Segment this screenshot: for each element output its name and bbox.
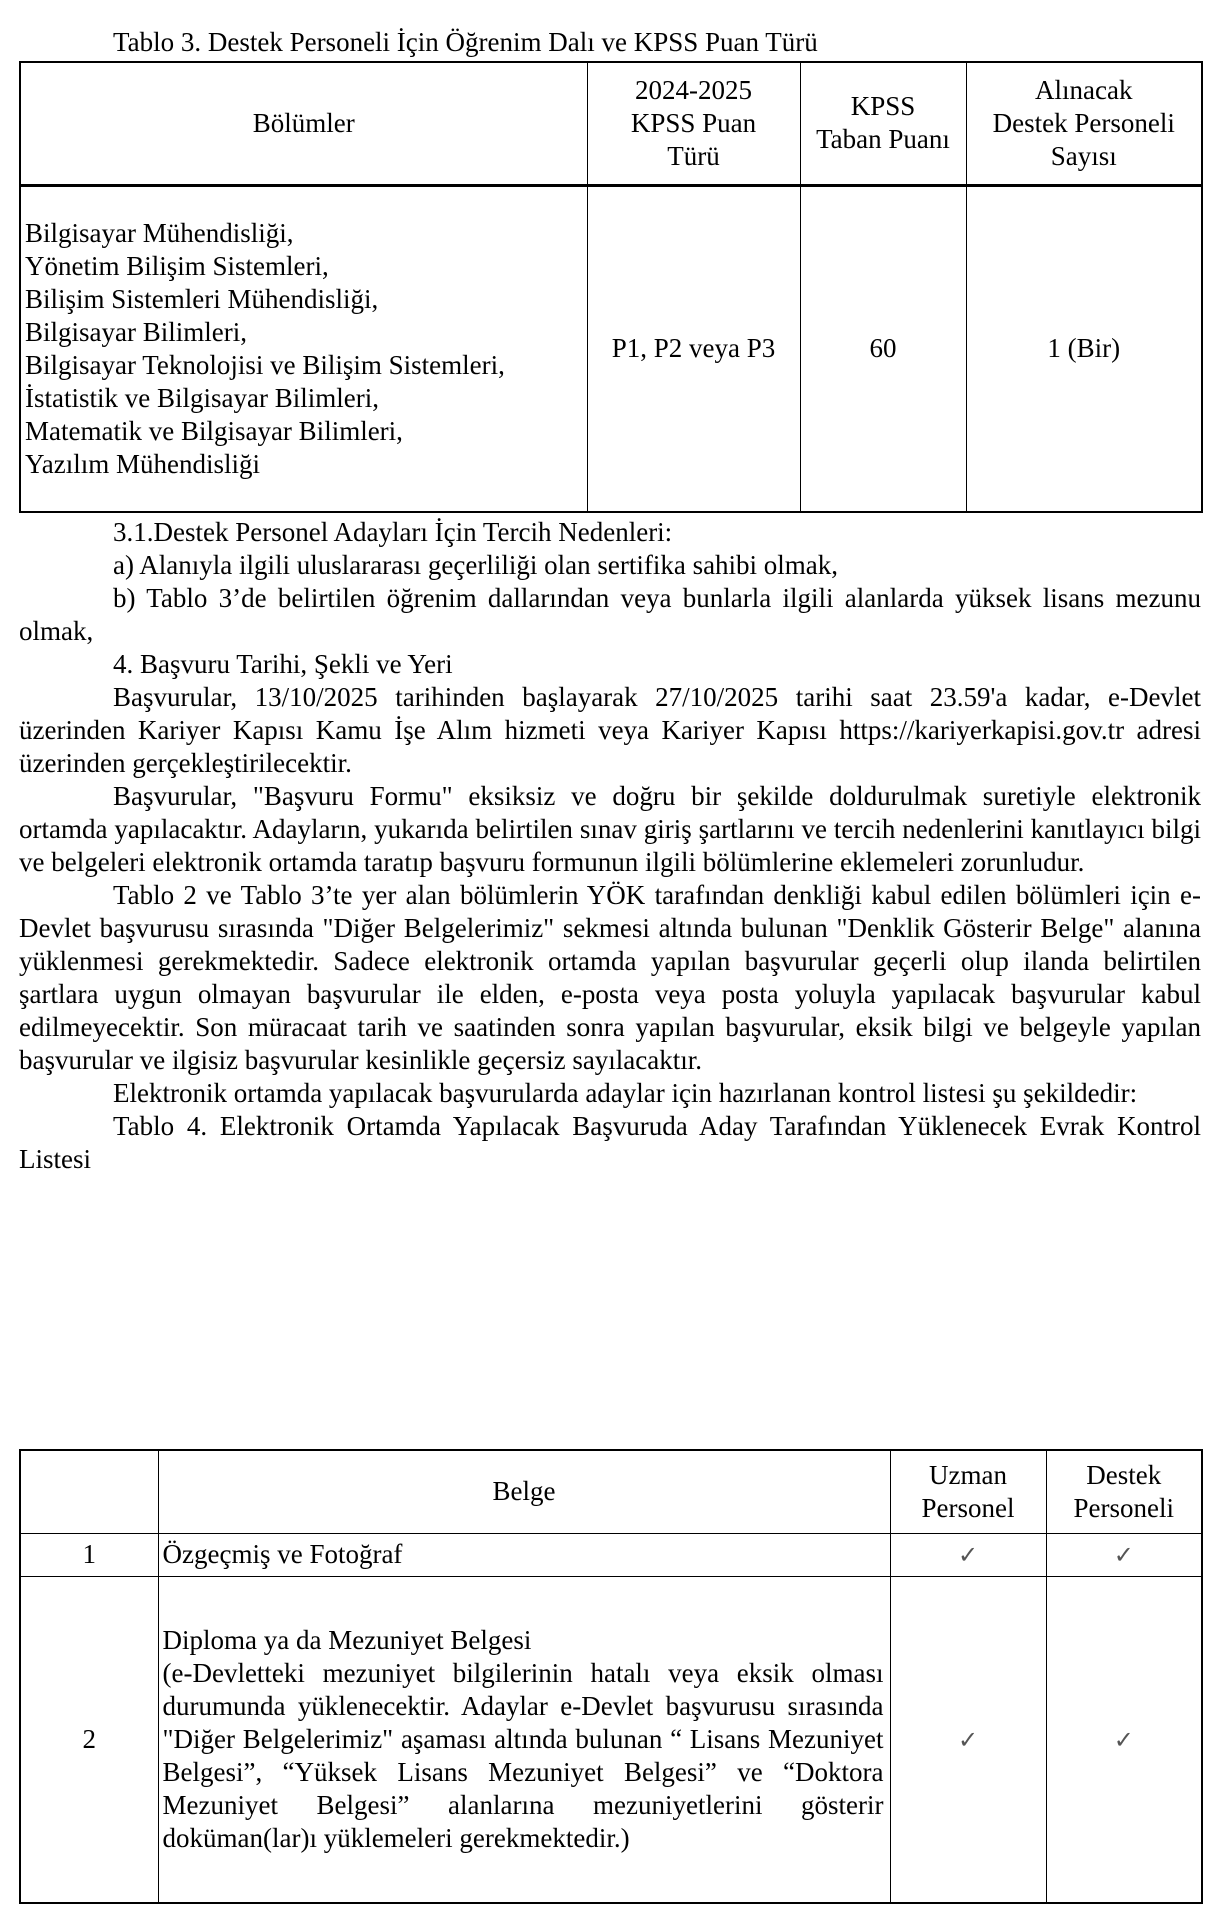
- table3-caption: Tablo 3. Destek Personeli İçin Öğrenim Dalı ve KPSS Puan Türü: [113, 27, 818, 57]
- department-item: Bilgisayar Bilimleri,: [25, 316, 247, 347]
- paragraph-equivalence: Tablo 2 ve Tablo 3’te yer alan bölümlerin YÖK tarafından denkliği kabul edilen bölümleri için e-Devlet başvurusu sırasında "Diğer Belgelerimiz" sekmesi altında bulunan "Denklik Gösterir Belge" alanına yüklenmesi gerekmektedir. Sadece elektronik ortamda yapılan başvurular geçerli olup ilanda belirtilen şartlara uygun olmayan başvurular ile elden, e-posta veya posta yoluyla yapılacak başvurular kabul edilmeyecektir. Son müracaat tarih ve saatinden sonra yapılan başvurular, eksik bilgi ve belgeyle yapılan başvurular ve ilgisiz başvurular kesinlikle geçersiz sayılacaktır.: [19, 880, 1201, 1075]
- table4-document-checklist: [19, 1449, 1203, 1904]
- checkmark-icon: ✓: [957, 1725, 979, 1754]
- table4-caption: Tablo 4. Elektronik Ortamda Yapılacak Başvuruda Aday Tarafından Yüklenecek Evrak Kontrol Listesi: [19, 1111, 1201, 1174]
- department-item: Matematik ve Bilgisayar Bilimleri,: [25, 415, 403, 446]
- expert-check-cell: [890, 1576, 1046, 1903]
- department-item: Bilişim Sistemleri Mühendisliği,: [25, 283, 379, 314]
- departments-cell: [20, 185, 587, 512]
- department-item: Yönetim Bilişim Sistemleri,: [25, 250, 329, 281]
- department-item: Yazılım Mühendisliği: [25, 448, 261, 479]
- expert-check-cell: [890, 1533, 1046, 1576]
- section-3-1-title: 3.1.Destek Personel Adayları İçin Tercih Nedenleri:: [113, 517, 673, 547]
- table3-header-row: [20, 62, 1202, 185]
- table-row: [20, 1533, 1202, 1576]
- paragraph-application-dates: Başvurular, 13/10/2025 tarihinden başlayarak 27/10/2025 tarihi saat 23.59'a kadar, e-Devlet üzerinden Kariyer Kapısı Kamu İşe Alım hizmeti veya Kariyer Kapısı https://kariyerkapisi.gov.tr adresi üzerinden gerçekleştirilecektir.: [19, 682, 1201, 778]
- header-expert-staff: Uzman Personel: [890, 1450, 1046, 1533]
- preference-item-a: a) Alanıyla ilgili uluslararası geçerliliği olan sertifika sahibi olmak,: [113, 550, 839, 580]
- checkmark-icon: ✓: [1113, 1541, 1134, 1569]
- header-departments: Bölümler: [20, 62, 587, 185]
- document-note: (e-Devletteki mezuniyet bilgilerinin hatalı veya eksik olması durumunda yüklenecektir. Adaylar e-Devlet başvurusu sırasında "Diğer Belgelerimiz" aşaması altında bulunan “ Lisans Mezuniyet Belgesi”, “Yüksek Lisans Mezuniyet Belgesi” ve “Doktora Mezuniyet Belgesi” alanlarına mezuniyetlerini gösterir doküman(lar)ı yüklemeleri gerekmektedir.): [162, 1657, 884, 1853]
- document-title: Diploma ya da Mezuniyet Belgesi: [162, 1624, 532, 1655]
- department-item: İstatistik ve Bilgisayar Bilimleri,: [25, 382, 379, 413]
- row-number: 1: [20, 1533, 158, 1576]
- support-check-cell: [1046, 1533, 1202, 1576]
- header-score-type: 2024-2025 KPSS Puan Türü: [587, 62, 800, 185]
- section-4-title: 4. Başvuru Tarihi, Şekli ve Yeri: [113, 649, 453, 679]
- score-type-cell: P1, P2 veya P3: [587, 185, 800, 512]
- document-cell: [158, 1576, 890, 1903]
- base-score-cell: 60: [800, 185, 966, 512]
- preference-item-b: b) Tablo 3’de belirtilen öğrenim dallarından veya bunlarla ilgili alanlarda yüksek lisans mezunu olmak,: [19, 583, 1201, 646]
- header-count: Alınacak Destek Personeli Sayısı: [966, 62, 1202, 185]
- header-no: [20, 1450, 158, 1533]
- count-cell: 1 (Bir): [966, 185, 1202, 512]
- checkmark-icon: ✓: [957, 1541, 979, 1569]
- header-document: Belge: [158, 1450, 890, 1533]
- table3-study-fields: [19, 61, 1203, 513]
- paragraph-application-form: Başvurular, "Başvuru Formu" eksiksiz ve doğru bir şekilde doldurulmak suretiyle elektronik ortamda yapılacaktır. Adayların, yukarıda belirtilen sınav giriş şartlarını ve tercih nedenlerini kanıtlayıcı bilgi ve belgeleri elektronik ortamda taratıp başvuru formunun ilgili bölümlerine eklemeleri zorunludur.: [19, 781, 1201, 877]
- support-check-cell: [1046, 1576, 1202, 1903]
- row-number: 2: [20, 1576, 158, 1903]
- department-item: Bilgisayar Mühendisliği,: [25, 217, 294, 248]
- paragraph-checklist-intro: Elektronik ortamda yapılacak başvurularda adaylar için hazırlanan kontrol listesi şu şekildedir:: [113, 1078, 1138, 1108]
- table-row: [20, 185, 1202, 512]
- header-support-staff: Destek Personeli: [1046, 1450, 1202, 1533]
- table-row: [20, 1576, 1202, 1903]
- document-title: Özgeçmiş ve Fotoğraf: [158, 1533, 890, 1576]
- department-item: Bilgisayar Teknolojisi ve Bilişim Sistemleri,: [25, 349, 505, 380]
- checkmark-icon: ✓: [1113, 1725, 1134, 1754]
- header-base-score: KPSS Taban Puanı: [800, 62, 966, 185]
- body-text: [19, 516, 1201, 1176]
- table4-header-row: [20, 1450, 1202, 1533]
